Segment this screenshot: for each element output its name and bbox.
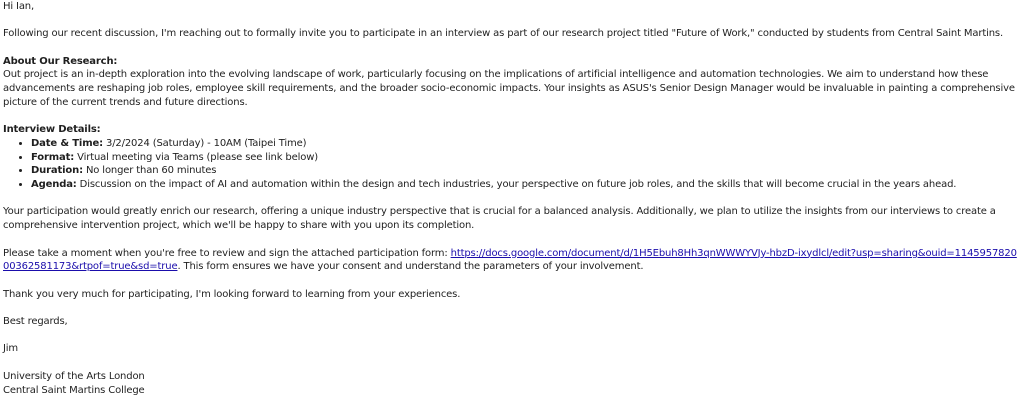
form-prefix: Please take a moment when you're free to review and sign the attached participation form: xyxy=(3,247,451,259)
detail-label: Format: xyxy=(31,151,75,163)
detail-item-agenda xyxy=(31,178,1021,192)
spacer xyxy=(3,301,1021,315)
participation-paragraph: Your participation would greatly enrich our research, offering a unique industry perspective that is crucial for a balanced analysis. Additionally, we plan to utilize the insights from our interviews to create a comprehensive intervention project, which we'll be happy to share with you upon its completion. xyxy=(3,206,996,232)
sender-name: Jim xyxy=(3,343,19,355)
spacer xyxy=(3,329,1021,343)
spacer xyxy=(3,192,1021,206)
spacer xyxy=(3,233,1021,247)
form-suffix: . This form ensures we have your consent and understand the parameters of your involvement. xyxy=(177,261,644,273)
detail-item-format xyxy=(31,151,1021,165)
greeting: Hi Ian, xyxy=(3,1,35,12)
detail-label: Agenda: xyxy=(31,179,77,191)
detail-label: Duration: xyxy=(31,165,83,177)
detail-value: No longer than 60 minutes xyxy=(82,165,217,177)
detail-item-date xyxy=(31,137,1021,151)
detail-value: Discussion on the impact of AI and automation within the design and tech industries, your perspective on future job roles, and the skills that will become crucial in the years ahead. xyxy=(76,179,957,191)
detail-value: Virtual meeting via Teams (please see link below) xyxy=(74,151,318,163)
research-paragraph: Out project is an in-depth exploration into the evolving landscape of work, particularly focusing on the implications of artificial intelligence and automation technologies. We aim to understand how these advancements are reshaping job roles, employee skill requirements, and the broader socio-economic impacts. Your insights as ASUS's Senior Design Manager would be invaluable in painting a comprehensive picture of the current trends and future directions. xyxy=(3,69,1015,108)
details-heading: Interview Details: xyxy=(3,124,101,136)
thanks-paragraph: Thank you very much for participating, I'm looking forward to learning from your experiences. xyxy=(3,288,461,300)
detail-label: Date & Time: xyxy=(31,137,103,149)
spacer xyxy=(3,356,1021,370)
form-paragraph xyxy=(3,247,1021,274)
detail-value: 3/2/2024 (Saturday) - 10AM (Taipei Time) xyxy=(102,137,307,149)
spacer xyxy=(3,110,1021,124)
research-heading: About Our Research: xyxy=(3,55,118,67)
spacer xyxy=(3,14,1021,28)
closing: Best regards, xyxy=(3,316,68,328)
details-list xyxy=(3,137,1021,192)
spacer xyxy=(3,274,1021,288)
intro-paragraph: Following our recent discussion, I'm reaching out to formally invite you to participate in an interview as part of our research project titled "Future of Work," conducted by students from Central Saint Martins. xyxy=(3,28,1003,40)
spacer xyxy=(3,41,1021,55)
signature-org-line2: Central Saint Martins College xyxy=(3,384,145,396)
form-link[interactable]: https://docs.google.com/document/d/1H5Ebuh8Hh3qnWWWYVJy-hbzD-ixydlcl/edit?usp=sharing&ouid=114595782000362581173&rtpof=true&sd=true xyxy=(3,247,1017,273)
detail-item-duration xyxy=(31,164,1021,178)
signature-org-line1: University of the Arts London xyxy=(3,370,145,382)
